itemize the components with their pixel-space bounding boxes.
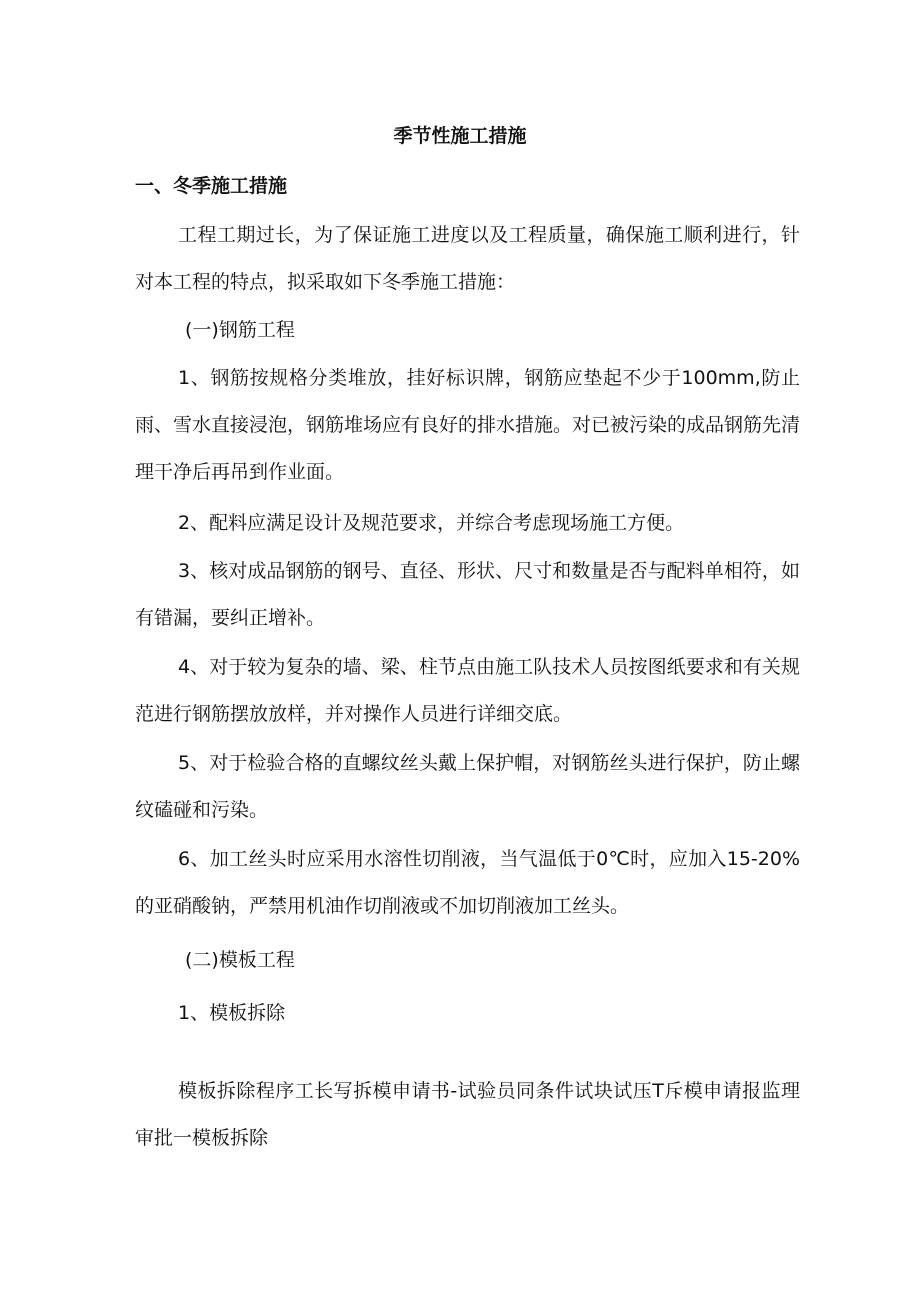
- subsection-formwork: (二)模板工程: [185, 949, 295, 971]
- rebar-item-4: 4、对于较为复杂的墙、梁、柱节点由施工队技术人员按图纸要求和有关规范进行钢筋摆放放样，并对操作人员进行详细交底。: [135, 656, 800, 725]
- section-heading-winter: 一、冬季施工措施: [135, 175, 288, 197]
- rebar-item-5: 5、对于检验合格的直螺纹丝头戴上保护帽，对钢筋丝头进行保护，防止螺纹磕碰和污染。: [135, 752, 800, 821]
- document-title: 季节性施工措施: [393, 125, 527, 147]
- rebar-item-1: 1、钢筋按规格分类堆放，挂好标识牌，钢筋应垫起不少于100mm,防止雨、雪水直接浸泡，钢筋堆场应有良好的排水措施。对已被污染的成品钢筋先清理干净后再吊到作业面。: [135, 367, 801, 483]
- subsection-rebar: (一)钢筋工程: [185, 319, 295, 341]
- formwork-item-1: 1、模板拆除: [178, 1002, 286, 1024]
- rebar-item-3: 3、核对成品钢筋的钢号、直径、形状、尺寸和数量是否与配料单相符，如有错漏，要纠正增补。: [135, 560, 800, 629]
- rebar-item-6: 6、加工丝头时应采用水溶性切削液，当气温低于0℃时，应加入15-20%的亚硝酸钠，严禁用机油作切削液或不加切削液加工丝头。: [135, 848, 800, 917]
- formwork-removal-flow: 模板拆除程序工长写拆模申请书-试验员同条件试块试压T斥模申请报监理审批一模板拆除: [135, 1080, 800, 1149]
- rebar-item-2: 2、配料应满足设计及规范要求，并综合考虑现场施工方便。: [178, 512, 685, 534]
- intro-paragraph: 工程工期过长，为了保证施工进度以及工程质量，确保施工顺利进行，针对本工程的特点，拟采取如下冬季施工措施：: [135, 224, 800, 293]
